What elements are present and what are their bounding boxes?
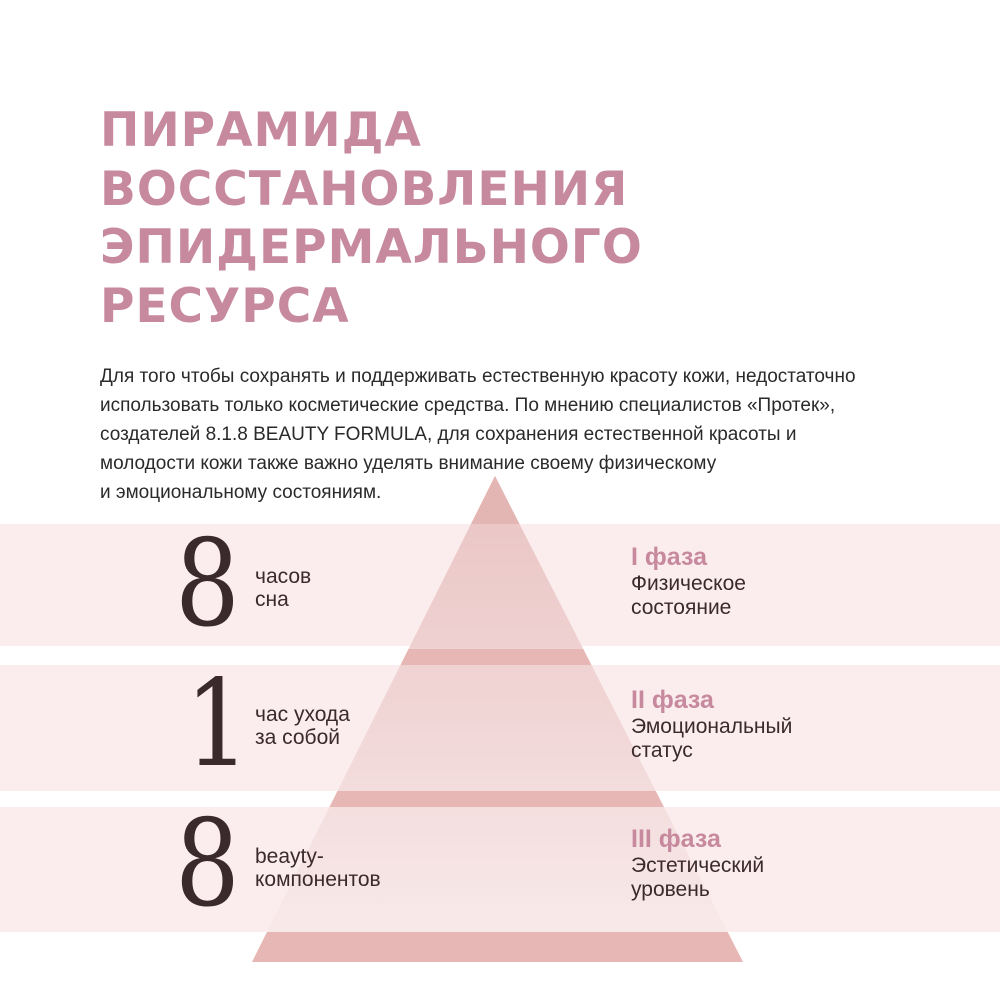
intro-line: использовать только косметические средства. По мнению специалистов «Протек», xyxy=(100,395,836,416)
title-line: ВОССТАНОВЛЕНИЯ xyxy=(100,161,629,217)
phase-desc-line: статус xyxy=(631,739,693,762)
row-1-number: 8 xyxy=(175,515,240,654)
caption-line: сна xyxy=(255,588,289,611)
pyramid-base xyxy=(0,932,1000,962)
pyramid-tip xyxy=(0,476,1000,524)
title-line: РЕСУРСА xyxy=(100,278,350,334)
caption-line: beayty- xyxy=(255,845,324,868)
caption-line: компонентов xyxy=(255,868,381,891)
phase-desc-line: состояние xyxy=(631,596,732,619)
phase-desc-line: Эстетический xyxy=(631,854,765,877)
intro-line: создателей 8.1.8 BEAUTY FORMULA, для сохранения естественной красоты и xyxy=(100,424,797,445)
row-2-number: 1 xyxy=(185,655,250,794)
phase-desc-line: Эмоциональный xyxy=(631,715,793,738)
intro-line: Для того чтобы сохранять и поддерживать естественную красоту кожи, недостаточно xyxy=(100,366,856,387)
title-line: ЭПИДЕРМАЛЬНОГО xyxy=(100,220,643,275)
phase-title: I фаза xyxy=(631,543,707,571)
caption-line: час ухода xyxy=(255,703,350,726)
caption-line: часов xyxy=(255,565,312,588)
row-3-caption xyxy=(255,845,381,891)
pyramid-stripe-1 xyxy=(0,649,1000,665)
caption-line: за собой xyxy=(255,726,340,749)
intro-line: и эмоциональному состояниям. xyxy=(100,482,382,503)
intro-line: молодости кожи также важно уделять внимание своему физическому xyxy=(100,453,717,474)
phase-title: II фаза xyxy=(631,686,714,714)
row-1-caption xyxy=(255,565,311,611)
row-2-phase xyxy=(631,685,792,763)
pyramid-stripe-2 xyxy=(0,791,1000,807)
phase-title: III фаза xyxy=(631,825,721,853)
row-2-caption xyxy=(255,703,350,749)
phase-desc-line: уровень xyxy=(631,878,710,901)
row-3-number: 8 xyxy=(175,795,240,934)
title-line: ПИРАМИДА xyxy=(100,103,422,158)
phase-desc-line: Физическое xyxy=(631,572,746,595)
row-3-phase xyxy=(631,824,764,902)
row-1-phase xyxy=(631,542,746,620)
